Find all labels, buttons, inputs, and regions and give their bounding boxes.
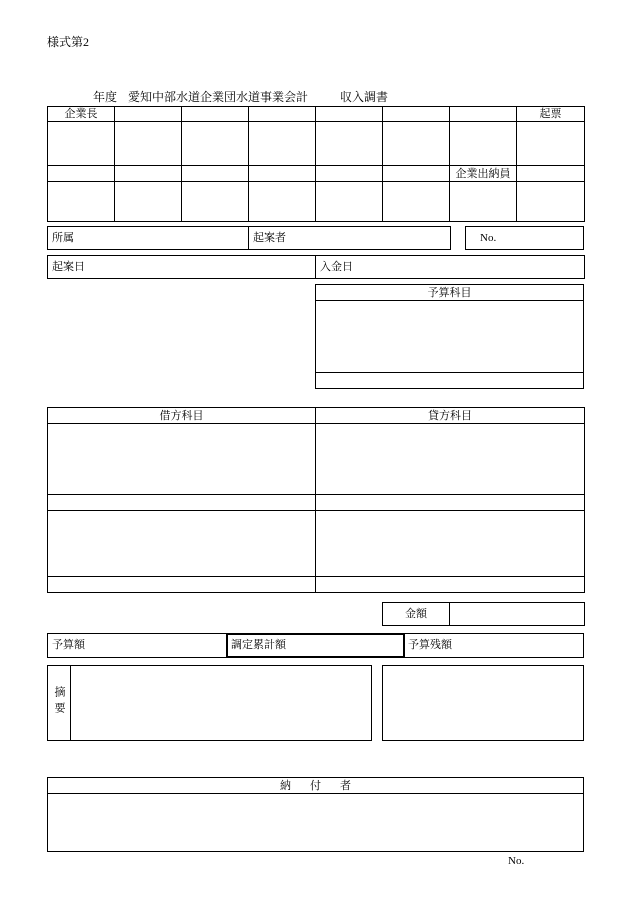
budget-remaining-label: 予算残額 xyxy=(408,639,452,651)
credit-account-field xyxy=(316,424,585,495)
document-title: 収入調書 xyxy=(340,90,389,104)
remarks-side-field xyxy=(382,665,584,741)
document-number-box xyxy=(465,226,584,250)
approval-header-cell xyxy=(249,107,316,122)
payer-body-row xyxy=(48,794,584,852)
approval-header-row xyxy=(48,107,585,122)
footer-number-label: No. xyxy=(508,855,525,867)
amount-row xyxy=(383,603,585,626)
remarks-label-cell xyxy=(48,666,71,741)
debit-account-field xyxy=(48,424,316,495)
budget-item-field xyxy=(316,301,584,373)
approval-header-cell xyxy=(115,107,182,122)
remarks-label: 摘要 xyxy=(53,685,65,718)
budget-item-header: 予算科目 xyxy=(316,285,584,301)
receipt-date-field xyxy=(316,256,585,279)
approval-stamp-row xyxy=(48,182,585,222)
approval-header-cell xyxy=(115,166,182,182)
budget-item-footer-row xyxy=(316,373,584,389)
approval-stamp-cell xyxy=(249,122,316,166)
amount-label: 金額 xyxy=(383,603,450,626)
credit-account-header: 貸方科目 xyxy=(316,408,585,424)
debit-account-header: 借方科目 xyxy=(48,408,316,424)
director-label: 企業長 xyxy=(48,107,115,122)
approval-stamp-cell xyxy=(48,122,115,166)
amount-table xyxy=(382,602,585,626)
debit-account-code-field xyxy=(48,495,316,511)
credit-account-code-field xyxy=(316,577,585,593)
approval-header-row xyxy=(48,166,585,182)
payer-header-row xyxy=(48,778,584,794)
approval-stamp-cell xyxy=(182,182,249,222)
journal-body-row xyxy=(48,511,585,577)
approval-header-cell xyxy=(383,107,450,122)
cumulative-assessed-field xyxy=(226,633,405,658)
draft-date-label: 起案日 xyxy=(52,261,85,273)
approval-stamp-table xyxy=(47,106,585,222)
approval-header-cell xyxy=(249,166,316,182)
payer-table xyxy=(47,777,584,852)
form-number: 様式第2 xyxy=(47,35,90,49)
date-row xyxy=(48,256,585,279)
cumulative-assessed-label: 調定累計額 xyxy=(231,639,286,651)
journal-code-row xyxy=(48,495,585,511)
credit-account-field xyxy=(316,511,585,577)
approval-header-cell xyxy=(182,107,249,122)
treasurer-label: 企業出納員 xyxy=(450,166,517,182)
remarks-table xyxy=(47,665,372,741)
drafter-label: 起案者 xyxy=(253,232,286,244)
department-drafter-table xyxy=(47,226,451,250)
approval-stamp-cell xyxy=(450,122,517,166)
payer-header: 納 付 者 xyxy=(48,778,584,794)
approval-stamp-cell xyxy=(115,182,182,222)
approval-stamp-cell xyxy=(48,182,115,222)
date-table xyxy=(47,255,585,279)
department-label: 所属 xyxy=(52,232,74,244)
debit-account-code-field xyxy=(48,577,316,593)
journal-code-row xyxy=(48,577,585,593)
approval-stamp-row xyxy=(48,122,585,166)
budget-item-code-field xyxy=(316,373,584,389)
journal-body-row xyxy=(48,424,585,495)
fiscal-year-label: 年度 xyxy=(93,90,118,104)
approval-header-cell xyxy=(450,107,517,122)
department-field xyxy=(48,227,249,250)
remarks-row xyxy=(48,666,372,741)
draft-date-field xyxy=(48,256,316,279)
approval-stamp-cell xyxy=(115,122,182,166)
drafted-by-label: 起票 xyxy=(517,107,585,122)
receipt-date-label: 入金日 xyxy=(320,261,353,273)
approval-stamp-cell xyxy=(517,122,585,166)
approval-stamp-cell xyxy=(316,182,383,222)
document-number-label: No. xyxy=(480,232,497,244)
drafter-field xyxy=(249,227,451,250)
payer-content-field xyxy=(48,794,584,852)
approval-stamp-cell xyxy=(249,182,316,222)
budget-summary-row xyxy=(47,633,584,658)
department-drafter-row xyxy=(48,227,451,250)
approval-header-cell xyxy=(517,166,585,182)
budget-item-body-row xyxy=(316,301,584,373)
debit-account-field xyxy=(48,511,316,577)
approval-header-cell xyxy=(316,107,383,122)
amount-field xyxy=(450,603,585,626)
budget-amount-label: 予算額 xyxy=(52,639,85,651)
credit-account-code-field xyxy=(316,495,585,511)
approval-stamp-cell xyxy=(383,122,450,166)
approval-header-cell xyxy=(48,166,115,182)
approval-stamp-cell xyxy=(182,122,249,166)
budget-item-header-row xyxy=(316,285,584,301)
approval-stamp-cell xyxy=(517,182,585,222)
approval-header-cell xyxy=(383,166,450,182)
approval-stamp-cell xyxy=(450,182,517,222)
title-line xyxy=(0,90,630,104)
journal-table xyxy=(47,407,585,593)
organization-name: 愛知中部水道企業団水道事業会計 xyxy=(128,90,309,104)
remarks-content-field xyxy=(71,666,372,741)
budget-item-table xyxy=(315,284,584,389)
journal-header-row xyxy=(48,408,585,424)
approval-header-cell xyxy=(316,166,383,182)
approval-stamp-cell xyxy=(316,122,383,166)
approval-header-cell xyxy=(182,166,249,182)
approval-stamp-cell xyxy=(383,182,450,222)
